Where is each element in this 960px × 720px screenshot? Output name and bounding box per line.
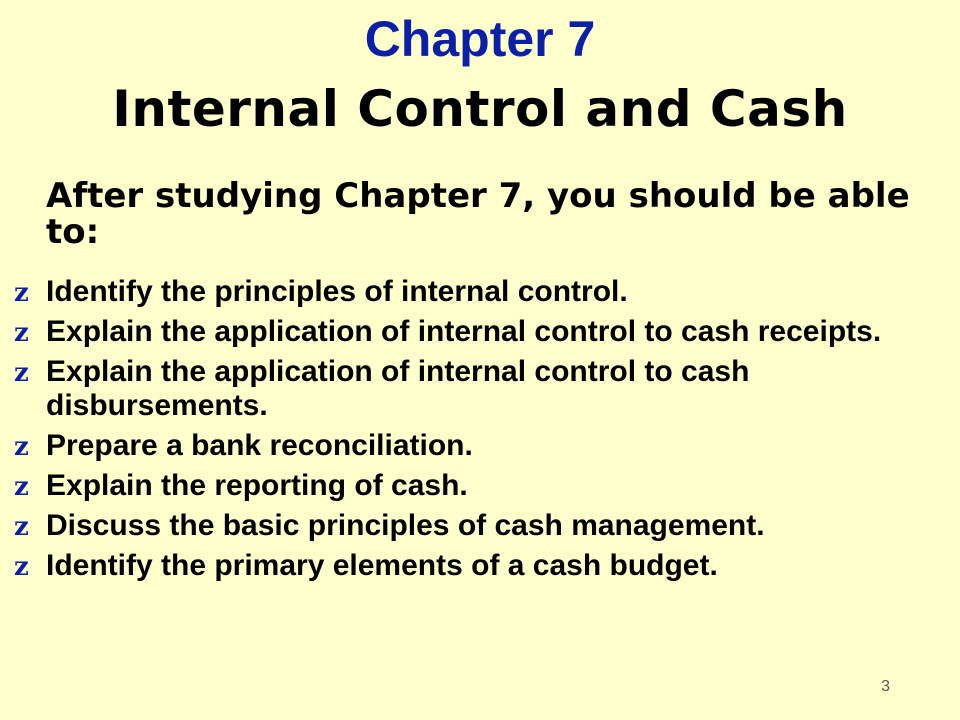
page-number: 3 [881, 678, 890, 695]
bullet-icon: z [14, 552, 29, 582]
objective-item [14, 549, 954, 583]
bullet-icon: z [14, 318, 29, 348]
bullet-icon: z [14, 432, 29, 462]
objective-text: Explain the reporting of cash. [46, 469, 468, 502]
objective-text: Explain the application of internal control to cash disbursements. [46, 355, 750, 422]
objective-item [14, 429, 954, 463]
objective-text: Identify the principles of internal control. [46, 275, 628, 308]
objective-item [14, 275, 954, 309]
chapter-title: Chapter 7 [364, 11, 596, 67]
intro-text: After studying Chapter 7, you should be able to: [46, 176, 910, 252]
objectives-list [14, 275, 954, 589]
objective-item [14, 469, 954, 503]
bullet-icon: z [14, 278, 29, 308]
slide-title: Internal Control and Cash [112, 80, 848, 138]
objective-item [14, 355, 954, 423]
objective-text: Prepare a bank reconciliation. [46, 429, 473, 462]
bullet-icon: z [14, 358, 29, 388]
bullet-icon: z [14, 512, 29, 542]
objective-text: Identify the primary elements of a cash budget. [46, 549, 718, 582]
objective-text: Discuss the basic principles of cash management. [46, 509, 765, 542]
objective-text: Explain the application of internal control to cash receipts. [46, 315, 882, 348]
objective-item [14, 509, 954, 543]
bullet-icon: z [14, 472, 29, 502]
objective-item [14, 315, 954, 349]
